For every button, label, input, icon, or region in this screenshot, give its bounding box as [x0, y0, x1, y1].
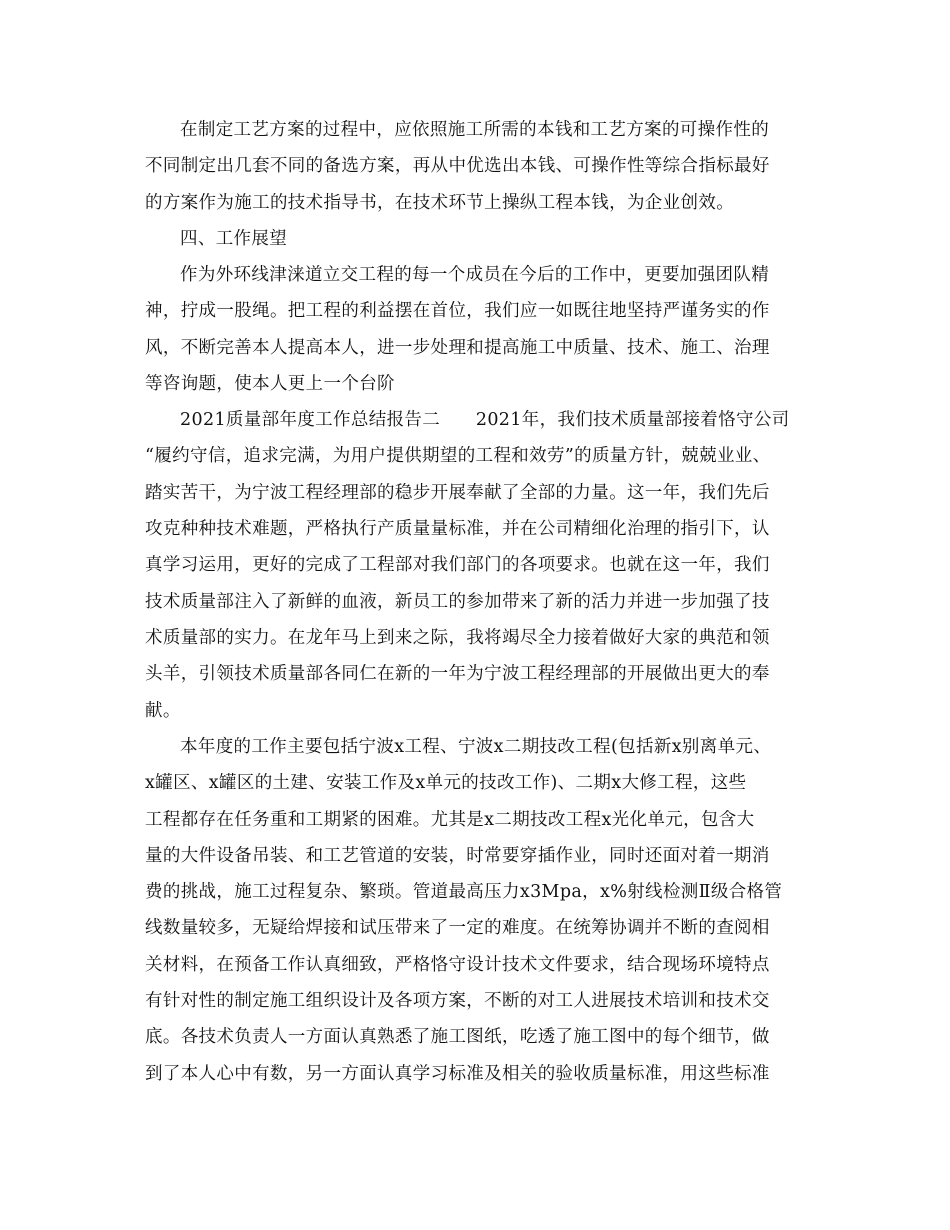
paragraph-line: 踏实苦干，为宁波工程经理部的稳步开展奉献了全部的力量。这一年，我们先后	[145, 483, 770, 503]
paragraph-line: 风，不断完善本人提高本人，进一步处理和提高施工中质量、技术、施工、治理	[145, 338, 770, 358]
paragraph-line: 等咨询题，使本人更上一个台阶	[145, 374, 395, 394]
paragraph-line: 2021质量部年度工作总结报告二 2021年，我们技术质量部接着恪守公司	[180, 410, 790, 430]
paragraph-line: 量的大件设备吊装、和工艺管道的安装，时常要穿插作业，同时还面对着一期消	[145, 846, 770, 866]
paragraph-line: 工程都存在任务重和工期紧的困难。尤其是x二期技改工程x光化单元，包含大	[145, 810, 755, 830]
paragraph-line: 不同制定出几套不同的备选方案，再从中优选出本钱、可操作性等综合指标最好	[145, 156, 770, 176]
paragraph-line: “履约守信，追求完满，为用户提供期望的工程和效劳”的质量方针，兢兢业业、	[145, 446, 771, 466]
paragraph-line: 的方案作为施工的技术指导书，在技术环节上操纵工程本钱，为企业创效。	[145, 193, 735, 213]
paragraph-line: 作为外环线津涞道立交工程的每一个成员在今后的工作中，更要加强团队精	[180, 265, 770, 285]
paragraph-line: 有针对性的制定施工组织设计及各项方案，不断的对工人进展技术培训和技术交	[145, 991, 770, 1011]
paragraph-line: x罐区、x罐区的土建、安装工作及x单元的技改工作)、二期x大修工程，这些	[145, 773, 747, 793]
paragraph-line: 到了本人心中有数，另一方面认真学习标准及相关的验收质量标准，用这些标准	[145, 1064, 770, 1084]
paragraph-line: 在制定工艺方案的过程中，应依照施工所需的本钱和工艺方案的可操作性的	[180, 120, 770, 140]
paragraph-line: 技术质量部注入了新鲜的血液，新员工的参加带来了新的活力并进一步加强了技	[145, 592, 770, 612]
paragraph-line: 底。各技术负责人一方面认真熟悉了施工图纸，吃透了施工图中的每个细节，做	[145, 1027, 770, 1047]
paragraph-line: 关材料，在预备工作认真细致，严格恪守设计技术文件要求，结合现场环境特点	[145, 955, 770, 975]
paragraph-line: 费的挑战，施工过程复杂、繁琐。管道最高压力x3Mpa，x%射线检测Ⅱ级合格管	[145, 882, 783, 902]
paragraph-line: 真学习运用，更好的完成了工程部对我们部门的各项要求。也就在这一年，我们	[145, 555, 770, 575]
paragraph-line: 线数量较多，无疑给焊接和试压带来了一定的难度。在统筹协调并不断的查阅相	[145, 918, 770, 938]
paragraph-line: 神，拧成一股绳。把工程的利益摆在首位，我们应一如既往地坚持严谨务实的作	[145, 301, 770, 321]
paragraph-line: 攻克种种技术难题，严格执行产质量量标准，并在公司精细化治理的指引下，认	[145, 519, 770, 539]
paragraph-line: 献。	[145, 701, 181, 721]
paragraph-line: 头羊，引领技术质量部各同仁在新的一年为宁波工程经理部的开展做出更大的奉	[145, 664, 770, 684]
paragraph-line: 本年度的工作主要包括宁波x工程、宁波x二期技改工程(包括新x别离单元、	[180, 737, 772, 757]
paragraph-line: 术质量部的实力。在龙年马上到来之际，我将竭尽全力接着做好大家的典范和领	[145, 628, 770, 648]
section-heading: 四、工作展望	[180, 229, 288, 249]
